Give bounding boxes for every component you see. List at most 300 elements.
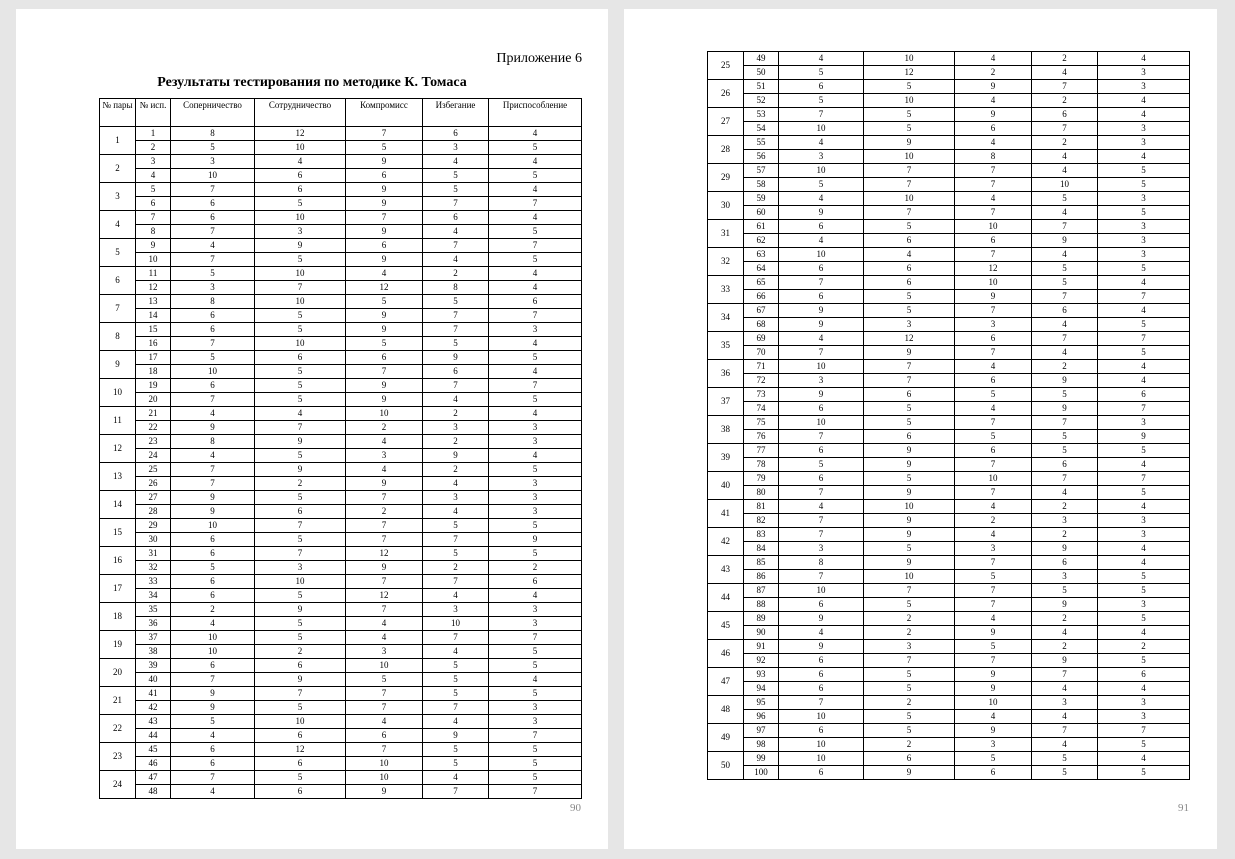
score-cell: 5 <box>1032 766 1098 780</box>
score-cell: 5 <box>255 197 346 211</box>
score-cell: 8 <box>423 281 489 295</box>
score-cell: 9 <box>346 155 423 169</box>
score-cell: 10 <box>779 710 864 724</box>
score-cell: 2 <box>864 738 955 752</box>
score-cell: 7 <box>489 197 582 211</box>
score-cell: 9 <box>955 80 1032 94</box>
score-cell: 4 <box>423 771 489 785</box>
subject-number-cell: 64 <box>744 262 779 276</box>
score-cell: 5 <box>864 724 955 738</box>
score-cell: 9 <box>171 687 255 701</box>
score-cell: 7 <box>171 771 255 785</box>
score-cell: 5 <box>1032 752 1098 766</box>
score-cell: 12 <box>955 262 1032 276</box>
subject-number-cell: 67 <box>744 304 779 318</box>
score-cell: 9 <box>864 346 955 360</box>
score-cell: 3 <box>489 323 582 337</box>
pair-number-cell: 23 <box>100 743 136 771</box>
table-row <box>100 295 582 309</box>
score-cell: 4 <box>346 463 423 477</box>
table-row <box>708 66 1190 80</box>
score-cell: 7 <box>955 304 1032 318</box>
score-cell: 7 <box>955 248 1032 262</box>
table-row <box>708 668 1190 682</box>
subject-number-cell: 8 <box>136 225 171 239</box>
table-row <box>100 393 582 407</box>
score-cell: 9 <box>346 225 423 239</box>
score-cell: 5 <box>171 561 255 575</box>
score-cell: 5 <box>423 547 489 561</box>
score-cell: 6 <box>1032 304 1098 318</box>
subject-number-cell: 60 <box>744 206 779 220</box>
score-cell: 10 <box>255 211 346 225</box>
table-row <box>100 141 582 155</box>
score-cell: 4 <box>1098 752 1190 766</box>
score-cell: 4 <box>171 617 255 631</box>
score-cell: 6 <box>255 351 346 365</box>
table-row <box>100 267 582 281</box>
score-cell: 5 <box>489 225 582 239</box>
score-cell: 5 <box>255 589 346 603</box>
score-cell: 3 <box>346 645 423 659</box>
score-cell: 5 <box>864 472 955 486</box>
header-avoidance: Избегание <box>423 99 489 127</box>
score-cell: 9 <box>1032 542 1098 556</box>
score-cell: 5 <box>1032 192 1098 206</box>
table-row <box>100 617 582 631</box>
score-cell: 5 <box>255 365 346 379</box>
table-body-right <box>708 52 1190 780</box>
table-row <box>708 766 1190 780</box>
pair-number-cell: 4 <box>100 211 136 239</box>
subject-number-cell: 90 <box>744 626 779 640</box>
subject-number-cell: 15 <box>136 323 171 337</box>
score-cell: 2 <box>346 505 423 519</box>
score-cell: 9 <box>423 449 489 463</box>
score-cell: 4 <box>255 407 346 421</box>
score-cell: 7 <box>955 598 1032 612</box>
subject-number-cell: 73 <box>744 388 779 402</box>
pair-number-cell: 1 <box>100 127 136 155</box>
score-cell: 4 <box>779 136 864 150</box>
score-cell: 4 <box>489 407 582 421</box>
score-cell: 5 <box>489 659 582 673</box>
score-cell: 2 <box>1032 500 1098 514</box>
score-cell: 6 <box>255 785 346 799</box>
score-cell: 6 <box>255 757 346 771</box>
table-row <box>100 771 582 785</box>
pair-number-cell: 43 <box>708 556 744 584</box>
score-cell: 5 <box>864 416 955 430</box>
score-cell: 5 <box>489 771 582 785</box>
score-cell: 6 <box>1098 388 1190 402</box>
subject-number-cell: 80 <box>744 486 779 500</box>
subject-number-cell: 97 <box>744 724 779 738</box>
score-cell: 6 <box>955 234 1032 248</box>
score-cell: 10 <box>779 122 864 136</box>
table-row <box>708 458 1190 472</box>
header-cooperation: Сотрудничество <box>255 99 346 127</box>
score-cell: 6 <box>1032 556 1098 570</box>
pair-number-cell: 14 <box>100 491 136 519</box>
score-cell: 7 <box>955 486 1032 500</box>
table-row <box>100 785 582 799</box>
score-cell: 3 <box>489 701 582 715</box>
score-cell: 2 <box>955 514 1032 528</box>
score-cell: 4 <box>1032 346 1098 360</box>
score-cell: 9 <box>1032 654 1098 668</box>
table-row <box>100 281 582 295</box>
table-row <box>708 262 1190 276</box>
score-cell: 5 <box>1032 276 1098 290</box>
score-cell: 7 <box>489 631 582 645</box>
score-cell: 7 <box>1032 80 1098 94</box>
subject-number-cell: 49 <box>744 52 779 66</box>
score-cell: 2 <box>346 421 423 435</box>
pair-number-cell: 33 <box>708 276 744 304</box>
score-cell: 7 <box>423 701 489 715</box>
score-cell: 7 <box>171 673 255 687</box>
score-cell: 9 <box>955 626 1032 640</box>
score-cell: 7 <box>423 575 489 589</box>
score-cell: 7 <box>779 108 864 122</box>
score-cell: 4 <box>171 407 255 421</box>
score-cell: 7 <box>423 309 489 323</box>
score-cell: 10 <box>171 645 255 659</box>
table-row <box>100 337 582 351</box>
pair-number-cell: 26 <box>708 80 744 108</box>
table-row <box>100 519 582 533</box>
score-cell: 3 <box>955 542 1032 556</box>
score-cell: 6 <box>864 430 955 444</box>
score-cell: 2 <box>1032 528 1098 542</box>
score-cell: 7 <box>779 696 864 710</box>
table-row <box>100 603 582 617</box>
score-cell: 5 <box>489 393 582 407</box>
score-cell: 5 <box>489 141 582 155</box>
score-cell: 7 <box>864 178 955 192</box>
score-cell: 4 <box>1032 206 1098 220</box>
pair-number-cell: 20 <box>100 659 136 687</box>
subject-number-cell: 11 <box>136 267 171 281</box>
subject-number-cell: 5 <box>136 183 171 197</box>
score-cell: 2 <box>1098 640 1190 654</box>
score-cell: 10 <box>346 757 423 771</box>
subject-number-cell: 92 <box>744 654 779 668</box>
score-cell: 6 <box>779 668 864 682</box>
score-cell: 10 <box>346 771 423 785</box>
score-cell: 5 <box>346 673 423 687</box>
pair-number-cell: 38 <box>708 416 744 444</box>
score-cell: 4 <box>779 626 864 640</box>
score-cell: 5 <box>346 337 423 351</box>
score-cell: 9 <box>346 323 423 337</box>
score-cell: 5 <box>864 710 955 724</box>
score-cell: 4 <box>1032 318 1098 332</box>
score-cell: 10 <box>255 337 346 351</box>
score-cell: 5 <box>1098 206 1190 220</box>
score-cell: 7 <box>423 533 489 547</box>
table-row <box>100 407 582 421</box>
score-cell: 9 <box>346 197 423 211</box>
score-cell: 4 <box>955 528 1032 542</box>
score-cell: 7 <box>779 486 864 500</box>
subject-number-cell: 23 <box>136 435 171 449</box>
table-row <box>708 374 1190 388</box>
pair-number-cell: 16 <box>100 547 136 575</box>
table-row <box>100 491 582 505</box>
score-cell: 5 <box>489 351 582 365</box>
score-cell: 5 <box>423 519 489 533</box>
subject-number-cell: 41 <box>136 687 171 701</box>
score-cell: 5 <box>1032 430 1098 444</box>
subject-number-cell: 27 <box>136 491 171 505</box>
score-cell: 5 <box>955 640 1032 654</box>
table-row <box>708 752 1190 766</box>
score-cell: 4 <box>1098 374 1190 388</box>
score-cell: 5 <box>489 519 582 533</box>
pair-number-cell: 5 <box>100 239 136 267</box>
subject-number-cell: 79 <box>744 472 779 486</box>
score-cell: 5 <box>489 757 582 771</box>
score-cell: 7 <box>489 309 582 323</box>
table-row <box>100 575 582 589</box>
score-cell: 9 <box>955 682 1032 696</box>
subject-number-cell: 12 <box>136 281 171 295</box>
subject-number-cell: 26 <box>136 477 171 491</box>
header-rivalry: Соперничество <box>171 99 255 127</box>
score-cell: 2 <box>1032 52 1098 66</box>
subject-number-cell: 83 <box>744 528 779 542</box>
score-cell: 10 <box>1032 178 1098 192</box>
subject-number-cell: 54 <box>744 122 779 136</box>
score-cell: 7 <box>489 379 582 393</box>
score-cell: 8 <box>171 295 255 309</box>
score-cell: 9 <box>864 444 955 458</box>
score-cell: 5 <box>255 309 346 323</box>
subject-number-cell: 6 <box>136 197 171 211</box>
table-row <box>100 127 582 141</box>
score-cell: 4 <box>1098 458 1190 472</box>
score-cell: 3 <box>955 738 1032 752</box>
score-cell: 4 <box>171 449 255 463</box>
subject-number-cell: 71 <box>744 360 779 374</box>
score-cell: 2 <box>1032 612 1098 626</box>
score-cell: 6 <box>255 169 346 183</box>
score-cell: 7 <box>1032 472 1098 486</box>
score-cell: 9 <box>255 239 346 253</box>
table-row <box>708 556 1190 570</box>
score-cell: 4 <box>1098 94 1190 108</box>
subject-number-cell: 68 <box>744 318 779 332</box>
score-cell: 3 <box>489 491 582 505</box>
score-cell: 2 <box>423 435 489 449</box>
score-cell: 5 <box>864 304 955 318</box>
score-cell: 4 <box>955 500 1032 514</box>
pair-number-cell: 13 <box>100 463 136 491</box>
pair-number-cell: 8 <box>100 323 136 351</box>
score-cell: 7 <box>423 239 489 253</box>
pair-number-cell: 9 <box>100 351 136 379</box>
score-cell: 7 <box>864 206 955 220</box>
score-cell: 4 <box>423 155 489 169</box>
table-row <box>708 108 1190 122</box>
score-cell: 9 <box>955 668 1032 682</box>
score-cell: 5 <box>1098 178 1190 192</box>
score-cell: 9 <box>864 528 955 542</box>
subject-number-cell: 89 <box>744 612 779 626</box>
score-cell: 6 <box>255 659 346 673</box>
score-cell: 5 <box>1032 388 1098 402</box>
score-cell: 6 <box>955 332 1032 346</box>
pair-number-cell: 11 <box>100 407 136 435</box>
table-row <box>708 486 1190 500</box>
score-cell: 4 <box>489 127 582 141</box>
score-cell: 7 <box>864 374 955 388</box>
header-subject: № исп. <box>136 99 171 127</box>
score-cell: 3 <box>255 225 346 239</box>
score-cell: 2 <box>423 407 489 421</box>
score-cell: 7 <box>955 206 1032 220</box>
header-adaptation: Приспособление <box>489 99 582 127</box>
subject-number-cell: 31 <box>136 547 171 561</box>
pair-number-cell: 12 <box>100 435 136 463</box>
score-cell: 5 <box>1032 262 1098 276</box>
pair-number-cell: 2 <box>100 155 136 183</box>
table-row <box>708 220 1190 234</box>
score-cell: 7 <box>423 197 489 211</box>
score-cell: 3 <box>489 505 582 519</box>
table-row <box>708 136 1190 150</box>
score-cell: 4 <box>171 729 255 743</box>
score-cell: 2 <box>255 477 346 491</box>
score-cell: 4 <box>955 612 1032 626</box>
score-cell: 7 <box>171 393 255 407</box>
table-row <box>100 589 582 603</box>
score-cell: 5 <box>1032 444 1098 458</box>
score-cell: 6 <box>779 654 864 668</box>
score-cell: 3 <box>1098 192 1190 206</box>
score-cell: 2 <box>864 696 955 710</box>
subject-number-cell: 7 <box>136 211 171 225</box>
table-row <box>708 304 1190 318</box>
score-cell: 4 <box>779 234 864 248</box>
score-cell: 5 <box>255 771 346 785</box>
score-cell: 6 <box>171 589 255 603</box>
score-cell: 4 <box>955 136 1032 150</box>
score-cell: 2 <box>423 267 489 281</box>
score-cell: 4 <box>1032 710 1098 724</box>
score-cell: 9 <box>423 729 489 743</box>
score-cell: 8 <box>955 150 1032 164</box>
score-cell: 3 <box>489 477 582 491</box>
table-row <box>100 379 582 393</box>
score-cell: 4 <box>489 211 582 225</box>
score-cell: 9 <box>779 640 864 654</box>
table-row <box>708 318 1190 332</box>
subject-number-cell: 70 <box>744 346 779 360</box>
table-row <box>100 701 582 715</box>
table-row <box>100 645 582 659</box>
score-cell: 6 <box>779 682 864 696</box>
score-cell: 7 <box>779 528 864 542</box>
score-cell: 5 <box>346 141 423 155</box>
score-cell: 7 <box>955 346 1032 360</box>
subject-number-cell: 48 <box>136 785 171 799</box>
score-cell: 7 <box>864 360 955 374</box>
score-cell: 4 <box>423 477 489 491</box>
score-cell: 6 <box>779 262 864 276</box>
score-cell: 7 <box>1098 724 1190 738</box>
score-cell: 5 <box>779 66 864 80</box>
score-cell: 3 <box>423 491 489 505</box>
score-cell: 5 <box>955 388 1032 402</box>
score-cell: 7 <box>1098 472 1190 486</box>
page-title: Результаты тестирования по методике К. Томаса <box>157 75 467 90</box>
score-cell: 5 <box>171 351 255 365</box>
table-row <box>708 122 1190 136</box>
table-row <box>708 570 1190 584</box>
score-cell: 3 <box>864 640 955 654</box>
score-cell: 10 <box>864 150 955 164</box>
score-cell: 3 <box>1098 136 1190 150</box>
table-row <box>100 309 582 323</box>
subject-number-cell: 98 <box>744 738 779 752</box>
score-cell: 10 <box>171 169 255 183</box>
score-cell: 4 <box>1098 304 1190 318</box>
score-cell: 6 <box>171 323 255 337</box>
score-cell: 9 <box>779 612 864 626</box>
score-cell: 4 <box>1032 164 1098 178</box>
score-cell: 5 <box>1098 766 1190 780</box>
score-cell: 6 <box>423 127 489 141</box>
score-cell: 7 <box>864 654 955 668</box>
score-cell: 5 <box>489 169 582 183</box>
table-row <box>708 640 1190 654</box>
table-row <box>100 463 582 477</box>
score-cell: 7 <box>955 556 1032 570</box>
score-cell: 4 <box>1098 108 1190 122</box>
score-cell: 7 <box>346 533 423 547</box>
pair-number-cell: 6 <box>100 267 136 295</box>
score-cell: 9 <box>489 533 582 547</box>
score-cell: 10 <box>864 94 955 108</box>
score-cell: 6 <box>171 757 255 771</box>
table-row <box>708 500 1190 514</box>
subject-number-cell: 39 <box>136 659 171 673</box>
score-cell: 10 <box>779 416 864 430</box>
score-cell: 7 <box>346 603 423 617</box>
score-cell: 5 <box>864 80 955 94</box>
score-cell: 3 <box>1098 234 1190 248</box>
score-cell: 9 <box>864 766 955 780</box>
score-cell: 7 <box>255 547 346 561</box>
score-cell: 6 <box>171 309 255 323</box>
score-cell: 7 <box>955 164 1032 178</box>
score-cell: 7 <box>346 519 423 533</box>
pair-number-cell: 42 <box>708 528 744 556</box>
table-row <box>708 388 1190 402</box>
score-cell: 7 <box>955 416 1032 430</box>
subject-number-cell: 63 <box>744 248 779 262</box>
pair-number-cell: 41 <box>708 500 744 528</box>
score-cell: 7 <box>346 743 423 757</box>
table-row <box>100 561 582 575</box>
score-cell: 9 <box>346 785 423 799</box>
score-cell: 2 <box>1032 94 1098 108</box>
score-cell: 5 <box>346 295 423 309</box>
subject-number-cell: 74 <box>744 402 779 416</box>
